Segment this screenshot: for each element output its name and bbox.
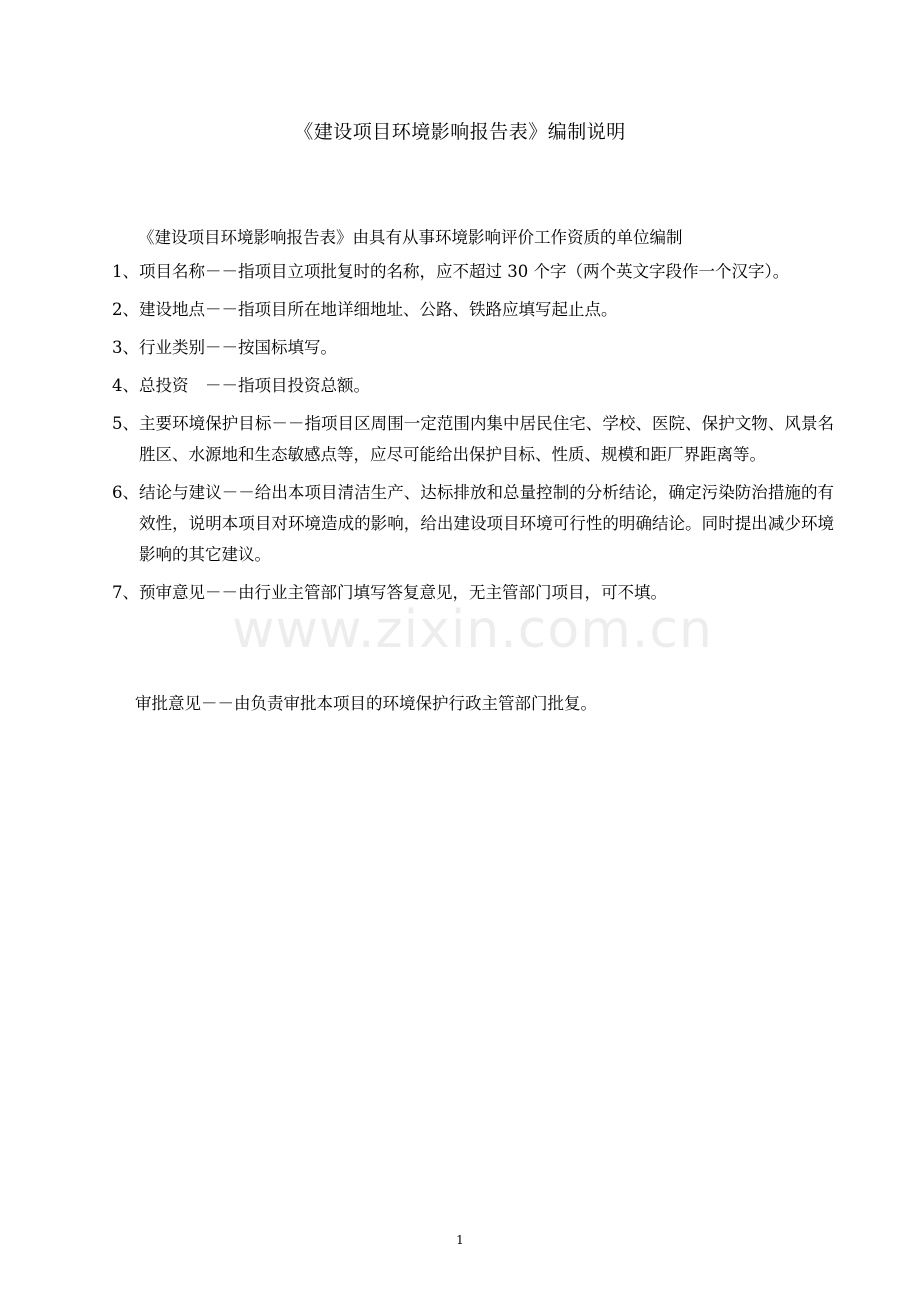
item-number: 4、	[112, 376, 139, 395]
item-text: 主要环境保护目标－－指项目区周围一定范围内集中居民住宅、学校、医院、保护文物、风景名胜区、水源地和生态敏感点等，应尽可能给出保护目标、性质、规模和距厂界距离等。	[139, 414, 834, 464]
list-item	[112, 408, 834, 470]
approval-note: 审批意见－－由负责审批本项目的环境保护行政主管部门批复。	[135, 694, 597, 713]
item-number: 1、	[112, 262, 139, 281]
item-text: 预审意见－－由行业主管部门填写答复意见，无主管部门项目，可不填。	[139, 583, 667, 602]
intro-paragraph: 《建设项目环境影响报告表》由具有从事环境影响评价工作资质的单位编制	[138, 228, 683, 247]
item-number: 7、	[112, 583, 139, 602]
instruction-list	[112, 256, 834, 615]
list-item	[112, 256, 834, 287]
document-title: 《建设项目环境影响报告表》编制说明	[294, 121, 626, 143]
list-item	[112, 370, 834, 401]
item-number: 5、	[112, 414, 139, 433]
item-text: 总投资 －－指项目投资总额。	[139, 376, 370, 395]
item-text: 建设地点－－指项目所在地详细地址、公路、铁路应填写起止点。	[139, 300, 618, 319]
list-item	[112, 332, 834, 363]
item-text: 项目名称－－指项目立项批复时的名称，应不超过 30 个字（两个英文字段作一个汉字）。	[139, 262, 790, 281]
page-number: 1	[456, 1233, 464, 1247]
list-item	[112, 294, 834, 325]
item-number: 2、	[112, 300, 139, 319]
item-number: 3、	[112, 338, 139, 357]
list-item	[112, 577, 834, 608]
item-text: 行业类别－－按国标填写。	[139, 338, 337, 357]
item-number: 6、	[112, 483, 139, 502]
watermark: www.zixin.com.cn	[232, 600, 713, 660]
list-item	[112, 477, 834, 570]
item-text: 结论与建议－－给出本项目清洁生产、达标排放和总量控制的分析结论，确定污染防治措施的有效性，说明本项目对环境造成的影响，给出建设项目环境可行性的明确结论。同时提出减少环境影响的其它建议。	[139, 483, 834, 564]
